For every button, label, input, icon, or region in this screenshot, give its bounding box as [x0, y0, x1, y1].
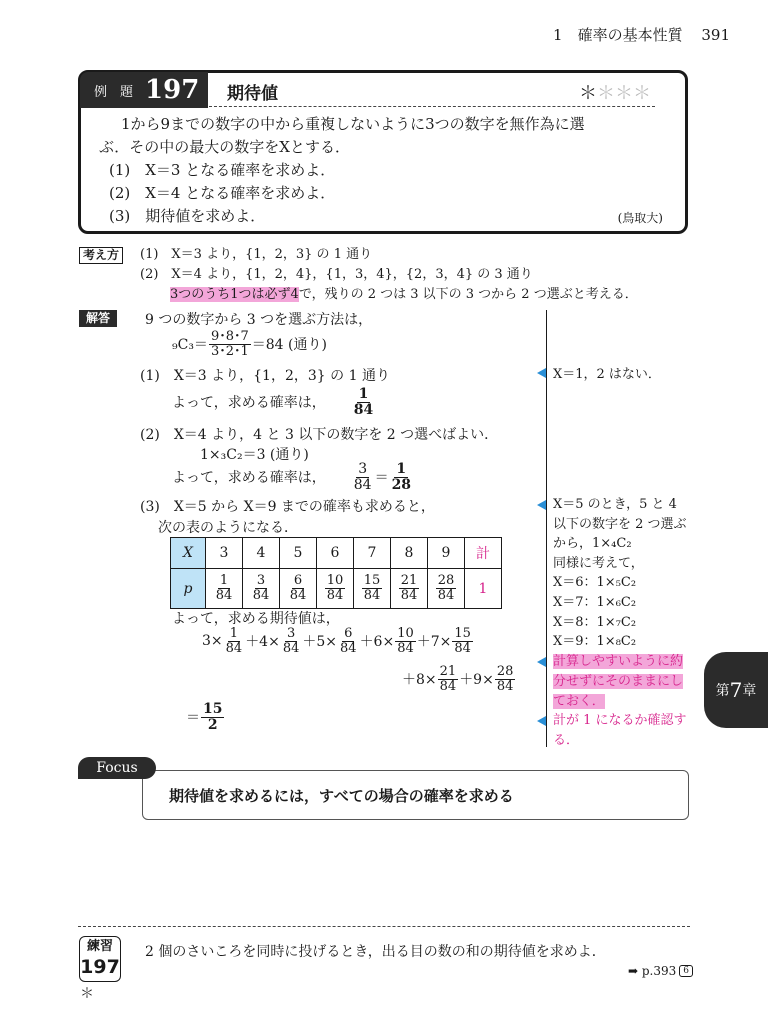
renshu-number: 197	[80, 956, 120, 978]
answer-2a-num: 3	[358, 461, 368, 477]
combo-lhs: ₉C₃＝	[172, 337, 208, 354]
note-arrow-icon	[537, 716, 546, 726]
term-pre: ＋6×	[359, 634, 395, 651]
frac-den: 84	[363, 588, 381, 603]
part-3-line-2: 次の表のようになる．	[158, 520, 298, 536]
part-2-answer	[172, 462, 414, 492]
table-fraction	[436, 574, 457, 602]
table-cell: 3	[206, 538, 243, 569]
term-pre: ＋5×	[302, 634, 338, 651]
renshu-star-icon: ＊	[80, 986, 94, 1002]
table-fraction	[214, 574, 235, 602]
frac-den: 84	[454, 640, 471, 656]
expect-expression-2	[402, 665, 516, 693]
title-divider	[209, 106, 655, 107]
term-pre: 3×	[202, 633, 223, 650]
question-1: (1) X＝3 となる確率を求めよ．	[109, 161, 336, 179]
question-2: (2) X＝4 となる確率を求めよ．	[109, 184, 336, 202]
sidenote-3-line: ておく．	[553, 694, 605, 709]
chapter-suffix: 章	[742, 683, 757, 699]
table-head-p: p	[171, 569, 206, 609]
renshu-label: 練習	[86, 939, 113, 954]
table-cell	[243, 569, 280, 609]
kangaekata-text	[140, 245, 638, 305]
star-filled-icon: ＊	[579, 83, 597, 104]
frac-num: 15	[363, 573, 381, 589]
table-fraction	[362, 574, 383, 602]
kangaekata-line-3-rest: で，残りの 2 つは 3 以下の 3 つから 2 つ選ぶと考える．	[298, 287, 638, 302]
table-cell: 6	[317, 538, 354, 569]
sidenote-2-line: X＝6：1×₅C₂	[553, 575, 637, 591]
table-cell: 9	[428, 538, 465, 569]
part-1: (1) X＝3 より，{1，2，3} の 1 通り	[140, 368, 390, 384]
sidenote-2-line: から，1×₄C₂	[553, 536, 632, 552]
sidenote-2-line: 以下の数字を 2 つ選ぶ	[553, 516, 687, 532]
part-1-answer	[172, 387, 376, 417]
note-arrow-icon	[537, 500, 546, 510]
table-fraction	[325, 574, 346, 602]
term-fraction	[452, 627, 473, 655]
sidenote-2-line: X＝8：1×₇C₂	[553, 614, 637, 630]
renshu-ref-badge: 6	[679, 965, 693, 977]
frac-num: 3	[286, 626, 296, 641]
problem-text	[99, 113, 669, 228]
result-fraction	[201, 702, 224, 732]
term-fraction	[495, 665, 516, 693]
expect-expression-1	[202, 627, 474, 655]
sidenote-2	[553, 495, 687, 652]
frac-den: 84	[437, 588, 455, 603]
sidenote-4-line: る．	[553, 733, 580, 748]
kaitou-intro: 9 つの数字から 3 つを選ぶ方法は，	[145, 312, 373, 328]
focus-text: 期待値を求めるには，すべての場合の確率を求める	[169, 787, 514, 805]
combo-den: 3･2･1	[210, 343, 249, 359]
frac-num: 6	[344, 626, 353, 641]
part-2: (2) X＝4 より，4 と 3 以下の数字を 2 つ選べばよい．	[140, 427, 499, 443]
frac-den: 84	[289, 588, 307, 603]
answer-1-den: 84	[353, 401, 374, 418]
note-arrow-icon	[537, 368, 546, 378]
key-highlight: 3つのうち1つは必ず4	[170, 287, 299, 302]
sidenote-4-line: 計が 1 になるか確認す	[553, 713, 687, 728]
frac-num: 15	[454, 626, 471, 641]
sidenote-3	[553, 652, 683, 712]
table-cell	[428, 569, 465, 609]
answer-fraction-2a	[352, 462, 374, 492]
answer-fraction-1	[352, 387, 375, 417]
table-head-x: X	[171, 538, 206, 569]
result-equals: ＝	[186, 710, 200, 727]
frac-num: 28	[496, 664, 514, 679]
answer-2b-den: 28	[391, 476, 412, 493]
section-title: 1 確率の基本性質	[553, 26, 683, 44]
focus-box	[142, 770, 689, 820]
example-title: 期待値	[227, 84, 278, 104]
answer-fraction-2b	[390, 462, 413, 492]
table-cell: 5	[280, 538, 317, 569]
kangaekata-line-2: (2) X＝4 より，{1，2，4}，{1，3，4}，{2，3，4} の 3 通り	[140, 267, 533, 282]
answer-2a-den: 84	[353, 476, 372, 493]
chapter-number: 7	[729, 678, 743, 702]
yotte-text-2: よって，求める確率は，	[172, 470, 326, 487]
note-arrow-icon	[537, 657, 546, 667]
problem-line-1: 1から9までの数字の中から重複しないように3つの数字を無作為に選	[121, 115, 585, 133]
renshu-ref-text: ➡ p.393	[627, 964, 677, 978]
sidenote-2-line: 同様に考えて，	[553, 555, 644, 571]
table-cell: 7	[354, 538, 391, 569]
combo-fraction	[209, 330, 251, 358]
table-cell	[391, 569, 428, 609]
expect-intro: よって，求める期待値は，	[172, 611, 340, 627]
answer-2b-num: 1	[396, 461, 407, 477]
frac-num: 1	[229, 626, 239, 641]
term-fraction	[395, 627, 416, 655]
frac-den: 84	[252, 588, 270, 603]
kangaekata-line-1: (1) X＝3 より，{1，2，3} の 1 通り	[140, 247, 373, 262]
term-pre: ＋4×	[245, 634, 280, 651]
table-total-label: 計	[465, 538, 502, 569]
sidenote-4	[553, 711, 687, 751]
kaitou-label: 解答	[79, 310, 117, 327]
question-3: (3) 期待値を求めよ．	[109, 207, 266, 225]
term-pre: ＋9×	[459, 672, 494, 689]
frac-den: 84	[282, 640, 300, 656]
star-empty-icon: ＊＊＊	[597, 83, 651, 104]
kangaekata-line-3	[170, 285, 638, 305]
table-fraction	[399, 574, 420, 602]
expect-result	[186, 702, 225, 732]
focus-label: Focus	[78, 757, 156, 779]
example-number: 197	[145, 75, 200, 105]
table-cell	[354, 569, 391, 609]
term-fraction	[438, 665, 459, 693]
table-row-x	[171, 538, 502, 569]
part-3	[140, 497, 435, 539]
bottom-divider	[78, 926, 690, 927]
frac-den: 84	[225, 640, 243, 656]
term-pre: ＋8×	[402, 672, 437, 689]
table-fraction	[251, 574, 272, 602]
example-label: 例 題	[94, 84, 134, 100]
combination-formula	[172, 330, 327, 358]
renshu-box	[79, 936, 121, 982]
frac-num: 10	[397, 626, 414, 641]
sidenote-2-line: X＝9：1×₈C₂	[553, 634, 637, 650]
term-fraction	[338, 627, 359, 655]
renshu-text: 2 個のさいころを同時に投げるとき，出る目の数の和の期待値を求めよ．	[145, 944, 606, 960]
combo-num: 9･8･7	[210, 329, 249, 344]
table-cell	[317, 569, 354, 609]
side-divider	[546, 310, 547, 747]
sidenote-3-line: 計算しやすいように約	[553, 654, 684, 669]
frac-den: 84	[215, 588, 233, 603]
table-cell	[280, 569, 317, 609]
frac-num: 10	[326, 573, 344, 589]
frac-num: 28	[437, 573, 455, 589]
result-den: 2	[207, 716, 218, 733]
equals-sign-2: ＝	[374, 470, 389, 487]
frac-num: 3	[256, 573, 266, 589]
frac-den: 84	[400, 588, 418, 603]
table-cell	[206, 569, 243, 609]
page-number: 391	[701, 26, 730, 44]
table-cell: 8	[391, 538, 428, 569]
term-fraction	[281, 627, 302, 655]
frac-den: 84	[439, 678, 457, 694]
sidenote-3-line: 分せずにそのままにし	[553, 674, 684, 689]
table-total-value: 1	[465, 569, 502, 609]
problem-line-2: ぶ．その中の最大の数字をXとする．	[99, 138, 350, 156]
frac-num: 21	[400, 573, 418, 589]
sidenote-2-line: X＝7：1×₆C₂	[553, 594, 637, 610]
yotte-text-1: よって，求める確率は，	[172, 395, 326, 412]
chapter-prefix: 第	[715, 683, 730, 699]
source-label: (鳥取大)	[617, 211, 663, 225]
probability-table	[170, 537, 502, 609]
table-row-p	[171, 569, 502, 609]
result-num: 15	[203, 701, 223, 717]
answer-1-num: 1	[358, 386, 369, 402]
frac-den: 84	[496, 678, 514, 694]
frac-den: 84	[340, 640, 357, 656]
running-header	[553, 24, 730, 45]
frac-num: 1	[219, 573, 229, 589]
renshu-reference[interactable]	[628, 964, 693, 978]
chapter-tab[interactable]	[704, 652, 768, 728]
table-cell: 4	[243, 538, 280, 569]
frac-num: 6	[293, 573, 303, 589]
term-fraction	[224, 627, 245, 655]
sidenote-1: X＝1，2 はない．	[553, 367, 661, 382]
frac-den: 84	[326, 588, 344, 603]
frac-num: 21	[439, 664, 457, 679]
difficulty-stars	[579, 79, 651, 105]
combo-rhs: ＝84 (通り)	[251, 337, 327, 354]
frac-den: 84	[397, 640, 414, 656]
example-box	[78, 70, 688, 234]
sidenote-2-line: X＝5 のとき，5 と 4	[553, 497, 677, 512]
example-tag	[80, 72, 208, 108]
kangaekata-label: 考え方	[79, 247, 123, 264]
table-fraction	[288, 574, 309, 602]
part-2-count: 1×₃C₂＝3 (通り)	[200, 447, 309, 463]
part-3-line-1: (3) X＝5 から X＝9 までの確率も求めると，	[140, 499, 435, 515]
term-pre: ＋7×	[416, 634, 452, 651]
